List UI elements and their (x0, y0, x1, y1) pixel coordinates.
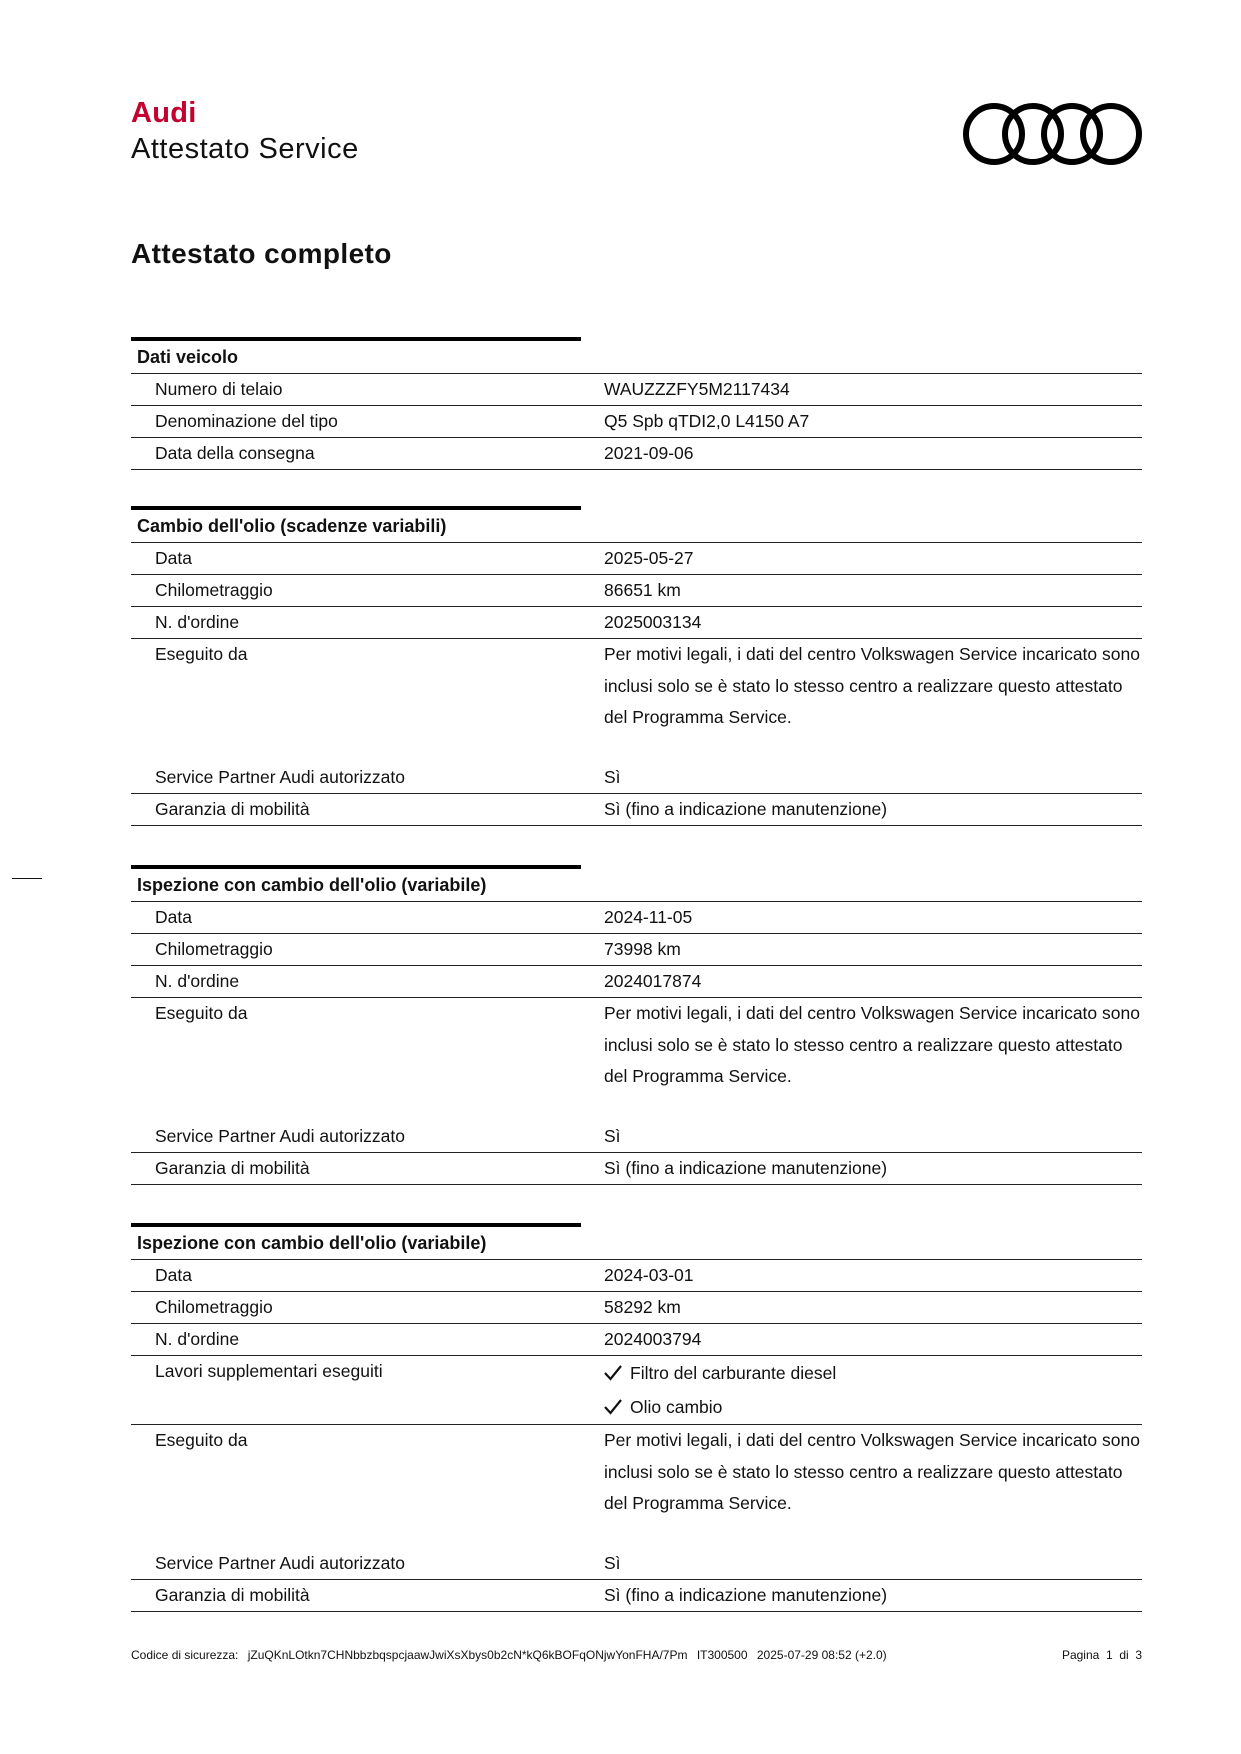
table-row (131, 373, 1142, 405)
row-label: Garanzia di mobilità (155, 798, 310, 819)
checkmark-icon (604, 1365, 622, 1381)
extra-work-label: Olio cambio (630, 1397, 723, 1417)
row-value: 73998 km (604, 939, 681, 959)
table-row (131, 997, 1142, 1121)
table-row (131, 1291, 1142, 1323)
table-row (131, 1323, 1142, 1355)
brand-name: Audi (131, 97, 197, 129)
table-row (131, 405, 1142, 437)
table-row (131, 1259, 1142, 1291)
table-row (131, 638, 1142, 762)
security-code: jZuQKnLOtkn7CHNbbzbqspcjaawJwiXsXbys0b2cN*kQ6kBOFqONjwYonFHA/7Pm (247, 1648, 688, 1662)
table-row (131, 793, 1142, 826)
row-label: Denominazione del tipo (155, 411, 338, 431)
row-value: Sì (fino a indicazione manutenzione) (604, 1584, 888, 1605)
table-row (131, 1548, 1142, 1579)
row-value: 2024-11-05 (604, 907, 693, 927)
row-label: Eseguito da (155, 1430, 248, 1450)
row-value: 2024-03-01 (604, 1265, 694, 1285)
page-footer (131, 1648, 1142, 1662)
row-label: Chilometraggio (155, 939, 273, 959)
section-heading: Ispezione con cambio dell'olio (variabile) (131, 1223, 581, 1259)
table-row (131, 574, 1142, 606)
table-row (131, 437, 1142, 470)
table-row (131, 1579, 1142, 1612)
service-section (131, 1223, 1142, 1612)
service-section (131, 506, 1142, 826)
row-label: Service Partner Audi autorizzato (155, 1125, 405, 1146)
fold-mark (12, 878, 42, 879)
row-value: 2024017874 (604, 971, 702, 991)
page-title: Attestato completo (131, 238, 392, 269)
page-number: Pagina 1 di 3 (1061, 1648, 1142, 1662)
table-row (131, 1152, 1142, 1185)
row-value: WAUZZZFY5M2117434 (604, 379, 790, 399)
audi-rings-logo (962, 101, 1142, 167)
row-label: Chilometraggio (155, 1297, 273, 1317)
row-label: Eseguito da (155, 1003, 248, 1023)
extra-work-label: Filtro del carburante diesel (630, 1363, 837, 1383)
list-item (604, 1390, 1142, 1424)
vehicle-section (131, 337, 1142, 470)
row-value: Sì (fino a indicazione manutenzione) (604, 1157, 888, 1178)
row-label: Data della consegna (155, 443, 315, 463)
row-label: Numero di telaio (155, 379, 283, 399)
row-value: 2024003794 (604, 1329, 702, 1349)
timestamp: 2025-07-29 08:52 (+2.0) (756, 1648, 887, 1662)
table-row (131, 542, 1142, 574)
row-label: Data (155, 548, 192, 568)
table-row (131, 1355, 1142, 1424)
security-code-label: Codice di sicurezza: (131, 1648, 239, 1662)
row-label: N. d'ordine (155, 971, 240, 991)
row-label: Service Partner Audi autorizzato (155, 1552, 405, 1573)
service-section (131, 865, 1142, 1185)
row-value: Per motivi legali, i dati del centro Volkswagen Service incaricato sono inclusi solo se è stato lo stesso centro a realizzare questo attestato del Programma Service. (604, 1003, 1140, 1086)
footer-info (131, 1648, 887, 1662)
table-row (131, 606, 1142, 638)
row-label: N. d'ordine (155, 1329, 240, 1349)
service-center-code: IT300500 (696, 1648, 748, 1662)
row-label: Garanzia di mobilità (155, 1157, 310, 1178)
section-heading: Ispezione con cambio dell'olio (variabile) (131, 865, 581, 901)
table-row (131, 1424, 1142, 1548)
row-label: Chilometraggio (155, 580, 273, 600)
row-label: Lavori supplementari eseguiti (155, 1361, 383, 1381)
section-heading: Cambio dell'olio (scadenze variabili) (131, 506, 581, 542)
row-label: Data (155, 907, 192, 927)
row-value: 58292 km (604, 1297, 681, 1317)
row-value: Sì (604, 1125, 621, 1146)
row-value: Q5 Spb qTDI2,0 L4150 A7 (604, 411, 810, 431)
row-label: Data (155, 1265, 192, 1285)
table-row (131, 1121, 1142, 1152)
row-value: Sì (fino a indicazione manutenzione) (604, 798, 888, 819)
row-value: 2025003134 (604, 612, 702, 632)
row-value: Sì (604, 1552, 621, 1573)
extra-works-list (604, 1356, 1142, 1424)
row-value: 86651 km (604, 580, 681, 600)
table-row (131, 933, 1142, 965)
row-value: 2025-05-27 (604, 548, 694, 568)
row-value: Per motivi legali, i dati del centro Volkswagen Service incaricato sono inclusi solo se è stato lo stesso centro a realizzare questo attestato del Programma Service. (604, 644, 1140, 727)
row-label: N. d'ordine (155, 612, 240, 632)
table-row (131, 901, 1142, 933)
checkmark-icon (604, 1399, 622, 1415)
list-item (604, 1356, 1142, 1390)
row-label: Garanzia di mobilità (155, 1584, 310, 1605)
table-row (131, 762, 1142, 793)
table-row (131, 965, 1142, 997)
row-value: Sì (604, 766, 621, 787)
brand-block (131, 96, 359, 166)
row-value: Per motivi legali, i dati del centro Volkswagen Service incaricato sono inclusi solo se è stato lo stesso centro a realizzare questo attestato del Programma Service. (604, 1430, 1140, 1513)
row-label: Service Partner Audi autorizzato (155, 766, 405, 787)
section-heading: Dati veicolo (131, 337, 581, 373)
document-subtitle: Attestato Service (131, 133, 359, 165)
row-value: 2021-09-06 (604, 443, 694, 463)
row-label: Eseguito da (155, 644, 248, 664)
